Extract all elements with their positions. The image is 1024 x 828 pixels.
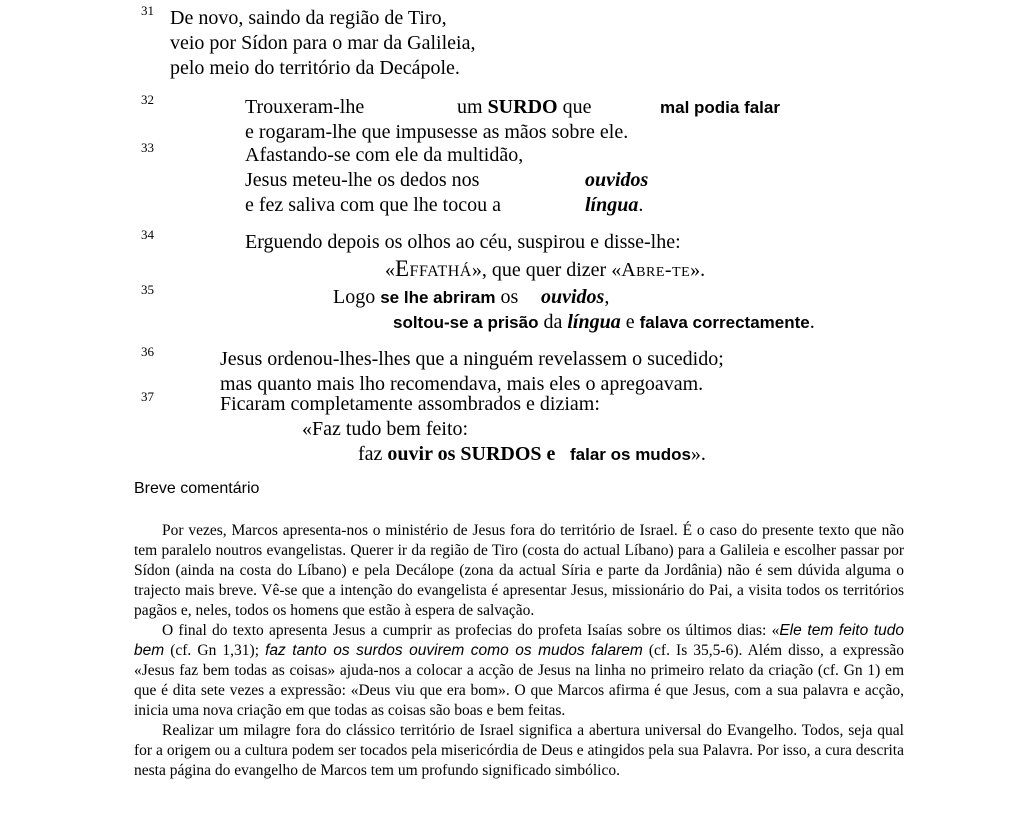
verse-line-chunk <box>245 230 681 255</box>
text-run: falar os mudos <box>570 445 691 464</box>
commentary-heading: Breve comentário <box>134 480 260 497</box>
text-run: e rogaram-lhe que impusesse as mãos sobre ele. <box>245 121 629 143</box>
verse-line-chunk <box>170 6 447 31</box>
verse-line-chunk <box>660 95 780 120</box>
text-run: « <box>385 259 395 281</box>
text-run: De novo, saindo da região de Tiro, <box>170 7 447 29</box>
text-run: SURDO <box>487 96 558 118</box>
text-run: um <box>457 96 488 118</box>
text-run: , <box>604 286 610 308</box>
verse-line-chunk <box>302 417 468 442</box>
text-run: (cf. Gn 1,31); <box>164 642 266 659</box>
verse-number: 36 <box>141 344 154 359</box>
verse-number: 33 <box>141 140 154 155</box>
verse-line-chunk <box>170 31 475 56</box>
text-run: que <box>557 96 592 118</box>
text-run: Trouxeram-lhe <box>245 96 365 118</box>
verse-number: 32 <box>141 92 154 107</box>
verse-line-chunk <box>457 95 591 120</box>
text-run: veio por Sídon para o mar da Galileia, <box>170 32 476 54</box>
text-run: os <box>495 286 519 308</box>
verse-line-chunk <box>220 392 600 417</box>
text-run: Por vezes, Marcos apresenta-nos o ministério de Jesus fora do território de Israel. É o caso do presente texto que não tem paralelo noutros evangelistas. Querer ir da região de Tiro (costa do actual Líbano) para a Galileia e escolher passar por Sídon (ainda na costa do Líbano) e pela Decálope (zona da actual Síria e parte da Jordânia) não é sem dúvida alguma o trajecto mais breve. Vê-se que a intenção do evangelista é apresentar Jesus, missionário do Pai, a visita todos os territórios pagãos e, neles, todos os homens que estão à espera de salvação. <box>134 522 904 619</box>
text-run: . <box>638 194 644 216</box>
verse-line-chunk <box>220 347 724 372</box>
text-run: língua <box>585 194 639 216</box>
verse-line-chunk <box>385 256 705 283</box>
text-run: mas quanto mais lho recomendava, mais eles o apregoavam. <box>220 373 704 395</box>
text-run: ouvir os SURDOS e <box>387 443 556 465</box>
verse-line-chunk <box>585 168 648 193</box>
verse-line-chunk <box>358 442 555 467</box>
verse-number: 37 <box>141 389 154 404</box>
text-run: pelo meio do território da Decápole. <box>170 57 460 79</box>
commentary-paragraph <box>134 721 904 781</box>
verse-line-chunk <box>245 143 523 168</box>
verse-line-chunk <box>570 442 706 467</box>
verse-line-chunk <box>393 310 815 335</box>
text-run: O final do texto apresenta Jesus a cumprir as profecias do profeta Isaías sobre os últimos dias: « <box>162 622 780 639</box>
text-run: (cf. Is 35,5-6). Além disso, a expressão «Jesus faz bem todas as coisas» ajuda-nos a colocar a acção de Jesus na linha no primeiro relato da criação (cf. Gn 1) em que é dita sete vezes a expressão: «Deus viu que era bom». O que Marcos afirma é que Jesus, com a sua palavra e acção, inicia uma nova criação em que todas as coisas são boas e bem feitas. <box>134 642 904 719</box>
text-run: língua <box>567 311 621 333</box>
text-run: Ele tem feito tudo bem <box>134 622 905 659</box>
commentary-section <box>134 479 904 781</box>
text-run: Abre-te <box>621 259 691 281</box>
text-run: falava correctamente <box>639 313 810 332</box>
verse-number: 34 <box>141 227 154 242</box>
text-run: faz <box>358 443 388 465</box>
verse-line-chunk <box>333 285 518 310</box>
text-run: . <box>809 311 815 333</box>
text-run: Effathá <box>395 256 472 281</box>
text-run: da <box>538 311 568 333</box>
text-run: Logo <box>333 286 381 308</box>
text-run: ». <box>690 259 706 281</box>
verse-line-chunk <box>245 193 501 218</box>
text-run: ouvidos <box>541 286 605 308</box>
commentary-paragraph <box>134 621 904 721</box>
text-run: Jesus ordenou-lhes-lhes que a ninguém revelassem o sucedido; <box>220 348 724 370</box>
text-run: e fez saliva com que lhe tocou a <box>245 194 501 216</box>
commentary-paragraphs <box>134 521 904 781</box>
verse-line-chunk <box>245 95 364 120</box>
text-run: e <box>620 311 640 333</box>
verse-line-chunk <box>170 56 460 81</box>
verse-number: 35 <box>141 282 154 297</box>
text-run: Afastando-se com ele da multidão, <box>245 144 524 166</box>
text-run: mal podia falar <box>660 98 780 117</box>
commentary-paragraph <box>134 521 904 621</box>
verse-line-chunk <box>585 193 643 218</box>
text-run: Erguendo depois os olhos ao céu, suspirou e disse-lhe: <box>245 231 681 253</box>
verse-line-chunk <box>245 168 479 193</box>
text-run: ». <box>690 443 706 465</box>
text-run: «Faz tudo bem feito: <box>302 418 469 440</box>
text-run: faz tanto os surdos ouvirem como os mudos falarem <box>265 642 643 659</box>
text-run: se lhe abriram <box>380 288 496 307</box>
text-run: ouvidos <box>585 169 649 191</box>
text-run: soltou-se a prisão <box>393 313 539 332</box>
text-run: Realizar um milagre fora do clássico território de Israel significa a abertura universal do Evangelho. Todos, seja qual for a origem ou a cultura podem ser tocados pela misericórdia de Deus e atingidos pela sua Palavra. Por isso, a cura descrita nesta página do evangelho de Marcos tem um profundo significado simbólico. <box>134 722 904 779</box>
verse-line-chunk <box>541 285 609 310</box>
text-run: Ficaram completamente assombrados e diziam: <box>220 393 600 415</box>
verse-line-chunk <box>245 120 628 145</box>
text-run: Jesus meteu-lhe os dedos nos <box>245 169 480 191</box>
verse-number: 31 <box>141 3 154 18</box>
text-run: », que quer dizer « <box>471 259 622 281</box>
